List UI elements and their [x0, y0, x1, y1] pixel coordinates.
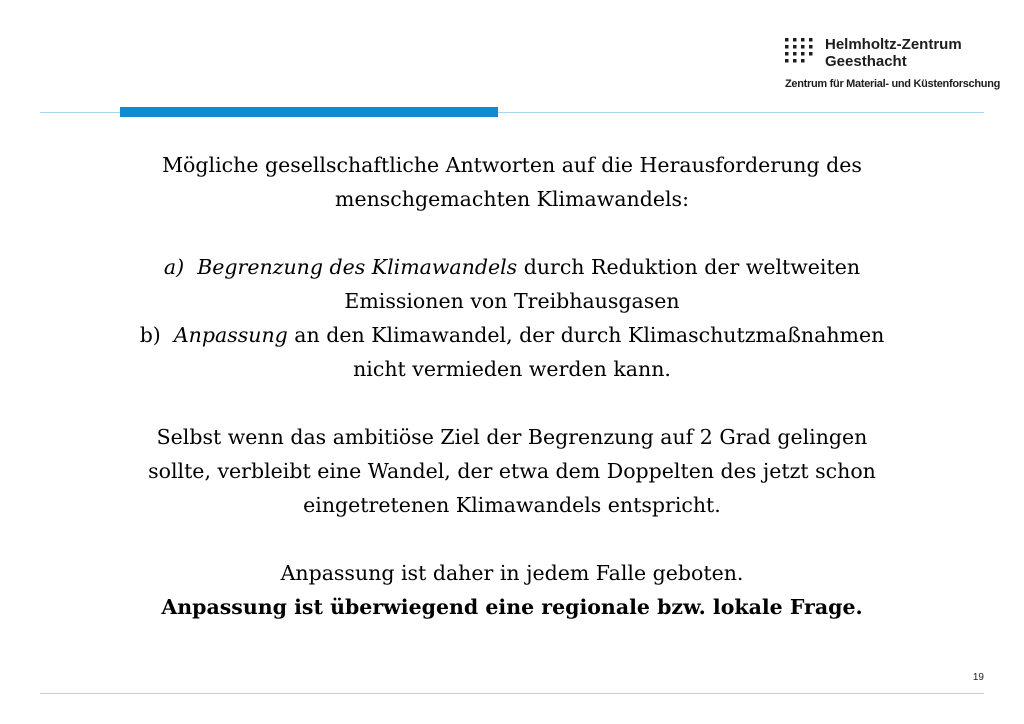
- item-b-line-1: [30, 318, 994, 352]
- logo-dot-grid-icon: [785, 38, 819, 72]
- para2-line-3: eingetretenen Klimawandels entspricht.: [303, 493, 721, 517]
- slide-body: [30, 148, 994, 624]
- hzg-logo: [785, 36, 1001, 96]
- logo-title-line2: Geesthacht: [825, 53, 907, 70]
- item-a-line-1: [30, 250, 994, 284]
- item-a-rest-1: durch Reduktion der weltweiten: [517, 255, 861, 279]
- intro-line-1: Mögliche gesellschaftliche Antworten auf die Herausforderung des: [162, 153, 862, 177]
- para3-line-1: Anpassung ist daher in jedem Falle geboten.: [280, 561, 744, 585]
- para2-line-2: sollte, verbleibt eine Wandel, der etwa dem Doppelten des jetzt schon: [148, 459, 876, 483]
- logo-subtitle: Zentrum für Material- und Küstenforschung: [785, 78, 1001, 90]
- logo-title-line1: Helmholtz-Zentrum: [825, 36, 962, 53]
- para2-line-1: Selbst wenn das ambitiöse Ziel der Begrenzung auf 2 Grad gelingen: [156, 425, 868, 449]
- item-b-marker: b): [139, 323, 161, 347]
- logo-title: [825, 36, 962, 70]
- header-accent-bar: [120, 107, 498, 117]
- item-a-marker: a): [163, 255, 185, 279]
- intro-line-2: menschgemachten Klimawandels:: [335, 187, 689, 211]
- item-a-line-2: Emissionen von Treibhausgasen: [344, 289, 680, 313]
- footer-divider-line: [40, 693, 984, 694]
- item-b-emphasis: Anpassung: [173, 323, 288, 347]
- item-b-line-2: nicht vermieden werden kann.: [353, 357, 671, 381]
- item-b-rest-1: an den Klimawandel, der durch Klimaschutzmaßnahmen: [287, 323, 885, 347]
- para3-line-2: [30, 590, 994, 624]
- item-a-emphasis: Begrenzung des Klimawandels: [197, 255, 518, 279]
- page-number: 19: [972, 672, 984, 683]
- para3-bold-statement: Anpassung ist überwiegend eine regionale bzw. lokale Frage.: [161, 595, 863, 619]
